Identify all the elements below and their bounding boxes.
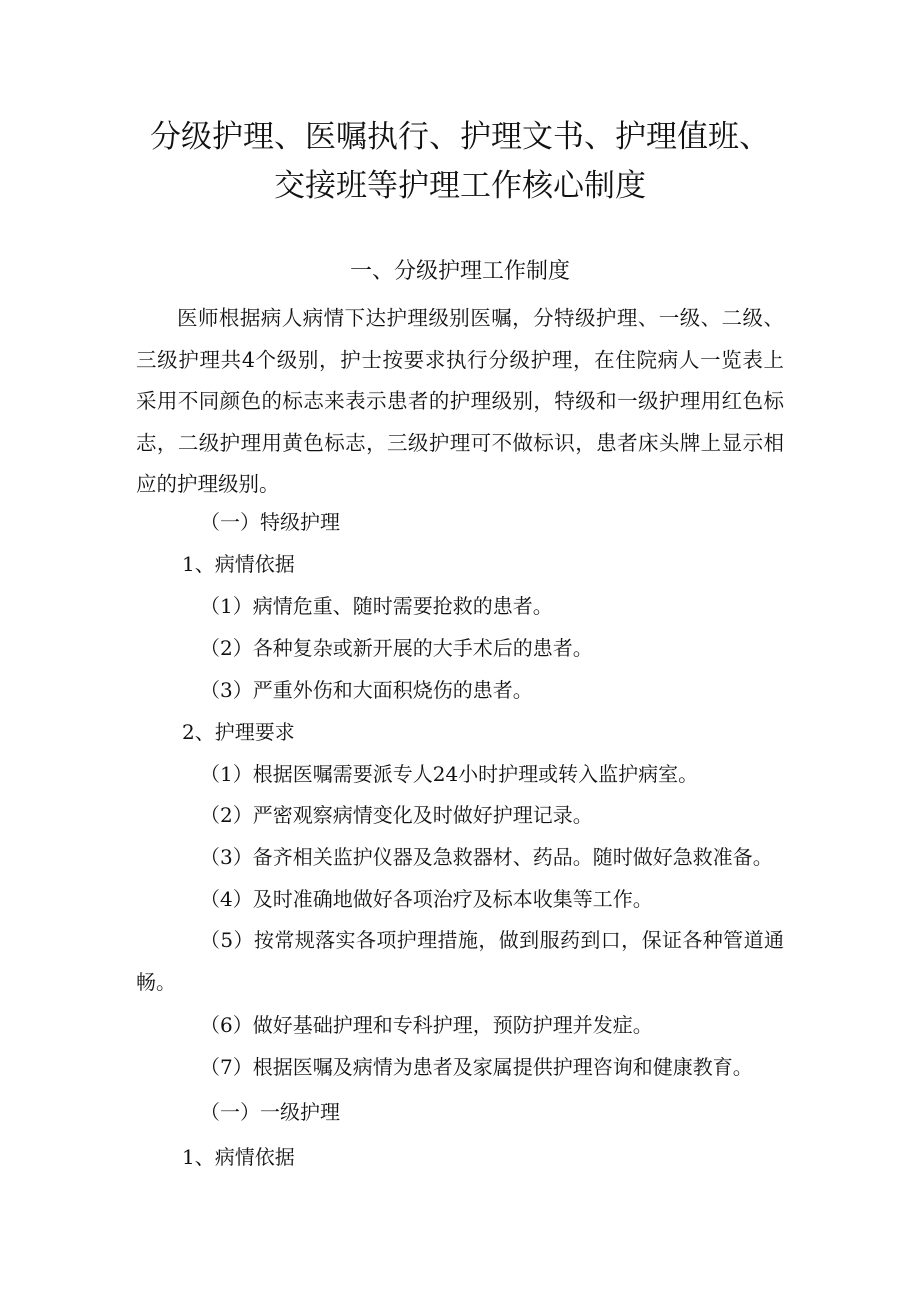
list-item: （7）根据医嘱及病情为患者及家属提供护理咨询和健康教育。 xyxy=(200,1055,753,1079)
document-title-line-2: 交接班等护理工作核心制度 xyxy=(274,168,646,204)
subsection-heading-special-care: （一）特级护理 xyxy=(200,510,340,534)
list-item: （1）病情危重、随时需要抢救的患者。 xyxy=(200,594,553,618)
list-item: （3）严重外伤和大面积烧伤的患者。 xyxy=(200,678,533,702)
list-item: （1）根据医嘱需要派专人24小时护理或转入监护病室。 xyxy=(200,762,699,786)
list-item: （3）备齐相关监护仪器及急救器材、药品。随时做好急救准备。 xyxy=(200,845,773,869)
section-heading-1: 一、分级护理工作制度 xyxy=(349,259,570,284)
list-item: （4）及时准确地做好各项治疗及标本收集等工作。 xyxy=(200,887,653,911)
item-heading-care-requirements: 2、护理要求 xyxy=(182,720,295,744)
list-item: （5）按常规落实各项护理措施，做到服药到口，保证各种管道通畅。 xyxy=(136,928,784,994)
item-heading-condition-basis: 1、病情依据 xyxy=(182,552,295,576)
list-item: （2）严密观察病情变化及时做好护理记录。 xyxy=(200,803,593,827)
list-item: （6）做好基础护理和专科护理，预防护理并发症。 xyxy=(200,1013,653,1037)
subsection-heading-first-level-care: （一）一级护理 xyxy=(200,1100,340,1124)
list-item: （2）各种复杂或新开展的大手术后的患者。 xyxy=(200,636,593,660)
item-heading-condition-basis-2: 1、病情依据 xyxy=(182,1145,295,1169)
intro-paragraph: 医师根据病人病情下达护理级别医嘱，分特级护理、一级、二级、三级护理共4个级别，护士按要求执行分级护理，在住院病人一览表上采用不同颜色的标志来表示患者的护理级别，特级和一级护理用红色标志，二级护理用黄色标志，三级护理可不做标识，患者床头牌上显示相应的护理级别。 xyxy=(136,306,784,496)
document-title-line-1: 分级护理、医嘱执行、护理文书、护理值班、 xyxy=(150,119,770,155)
